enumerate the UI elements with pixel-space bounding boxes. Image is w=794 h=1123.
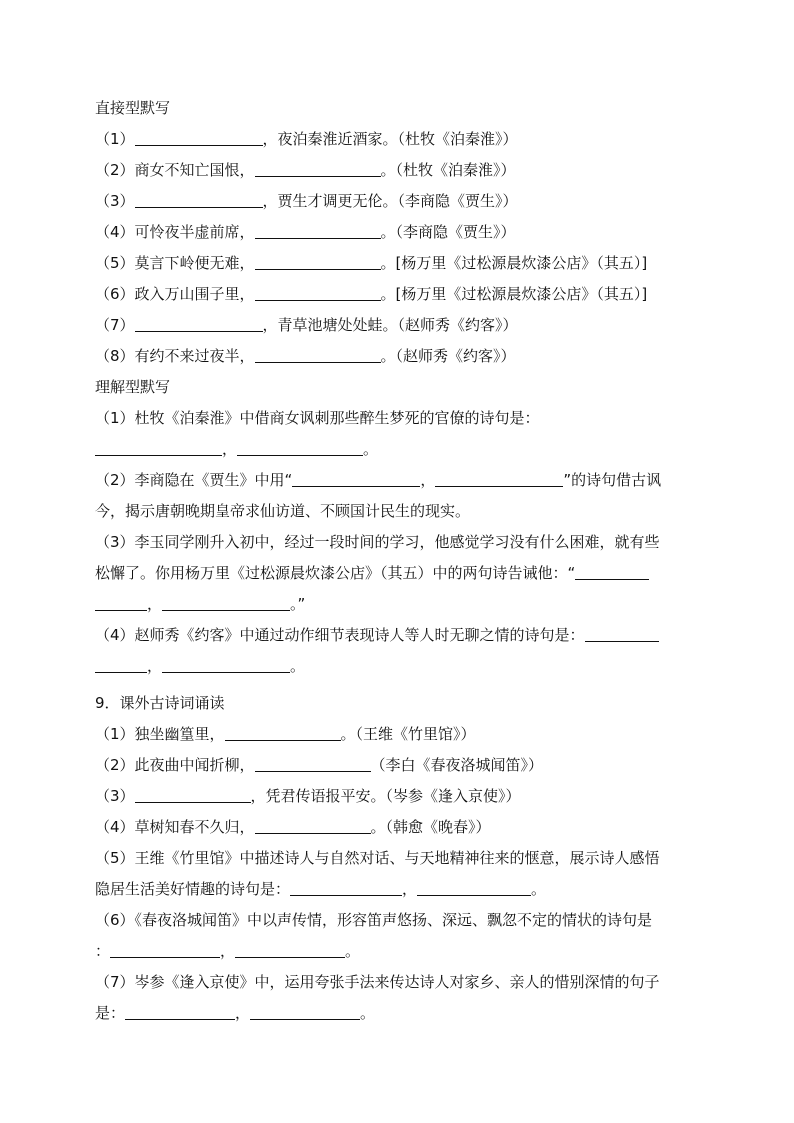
section-title-direct: 直接型默写 — [95, 99, 171, 117]
understand-q2-line1: （2）李商隐在《贾生》中用“ ， ”的诗句借古讽 — [95, 471, 662, 489]
extra-item-2: （2）此夜曲中闻折柳， （李白《春夜洛城闻笛》） — [95, 756, 544, 774]
direct-item-6: （6）政入万山围子里， 。[杨万里《过松源晨炊漆公店》（其五）] — [95, 285, 648, 303]
blank-field[interactable] — [585, 626, 659, 642]
blank-field[interactable] — [255, 285, 381, 301]
understand-q2-line2: 今，揭示唐朝晚期皇帝求仙访道、不顾国计民生的现实。 — [95, 502, 471, 520]
direct-item-8: （8）有约不来过夜半， 。（赵师秀《约客》） — [95, 347, 516, 365]
blank-field[interactable] — [135, 787, 251, 803]
blank-field[interactable] — [125, 1004, 235, 1020]
understand-q3-line1: （3）李玉同学刚升入初中，经过一段时间的学习，他感觉学习没有什么困难，就有些 — [95, 533, 660, 551]
direct-item-7: （7） ，青草池塘处处蛙。（赵师秀《约客》） — [95, 316, 518, 334]
blank-field[interactable] — [135, 192, 263, 208]
blank-field[interactable] — [135, 130, 263, 146]
extra-item-3: （3） ，凭君传语报平安。（岑参《逢入京使》） — [95, 787, 521, 805]
extra-q6-line2: ： ， 。 — [95, 942, 361, 960]
understand-q4-line1: （4）赵师秀《约客》中通过动作细节表现诗人等人时无聊之情的诗句是： — [95, 620, 701, 651]
extra-q7-line2: 是： ， 。 — [95, 1004, 376, 1022]
blank-field[interactable] — [255, 254, 381, 270]
blank-field[interactable] — [292, 471, 420, 487]
blank-field[interactable] — [255, 818, 371, 834]
blank-field[interactable] — [110, 942, 220, 958]
worksheet — [95, 93, 701, 1029]
extra-item-1: （1）独坐幽篁里， 。（王维《竹里馆》） — [95, 725, 476, 743]
blank-field[interactable] — [95, 440, 222, 456]
extra-item-4: （4）草树知春不久归， 。（韩愈《晚春》） — [95, 818, 491, 836]
blank-field[interactable] — [237, 440, 363, 456]
blank-field[interactable] — [255, 347, 381, 363]
blank-field[interactable] — [162, 657, 290, 673]
understand-q3-line2: 松懈了。你用杨万里《过松源晨炊漆公店》（其五）中的两句诗告诫他：“ — [95, 558, 701, 589]
blank-field[interactable] — [575, 564, 649, 580]
direct-item-1: （1） ，夜泊秦淮近酒家。（杜牧《泊秦淮》） — [95, 130, 518, 148]
blank-field[interactable] — [435, 471, 563, 487]
section-title-extra: 9．课外古诗词诵读 — [95, 694, 225, 712]
blank-field-continued[interactable] — [95, 595, 147, 611]
direct-item-5: （5）莫言下岭便无难， 。[杨万里《过松源晨炊漆公店》（其五）] — [95, 254, 648, 272]
understand-q3-line3: ， 。” — [95, 589, 701, 620]
blank-field[interactable] — [255, 756, 371, 772]
extra-q5-line2: 隐居生活美好情趣的诗句是： ， 。 — [95, 880, 547, 898]
extra-q7-line1: （7）岑参《逢入京使》中，运用夸张手法来传达诗人对家乡、亲人的惜别深情的句子 — [95, 973, 660, 991]
blank-field-continued[interactable] — [95, 657, 147, 673]
blank-field[interactable] — [290, 880, 402, 896]
extra-q6-line1: （6）《春夜洛城闻笛》中以声传情，形容笛声悠扬、深远、飘忽不定的情状的诗句是 — [95, 911, 653, 929]
understand-q1-answer: ， 。 — [95, 434, 701, 465]
extra-q5-line1: （5）王维《竹里馆》中描述诗人与自然对话、与天地精神往来的惬意，展示诗人感悟 — [95, 849, 660, 867]
understand-q1-text: （1）杜牧《泊秦淮》中借商女讽刺那些醉生梦死的官僚的诗句是： — [95, 409, 540, 427]
direct-item-4: （4）可怜夜半虚前席， 。（李商隐《贾生》） — [95, 223, 516, 241]
understand-q4-line2: ， 。 — [95, 651, 701, 682]
blank-field[interactable] — [235, 942, 345, 958]
blank-field[interactable] — [135, 316, 263, 332]
direct-item-2: （2）商女不知亡国恨， 。（杜牧《泊秦淮》） — [95, 161, 516, 179]
blank-field[interactable] — [250, 1004, 360, 1020]
blank-field[interactable] — [225, 725, 341, 741]
blank-field[interactable] — [162, 595, 290, 611]
blank-field[interactable] — [255, 223, 381, 239]
section-title-understand: 理解型默写 — [95, 378, 171, 396]
direct-item-3: （3） ，贾生才调更无伦。（李商隐《贾生》） — [95, 192, 518, 210]
blank-field[interactable] — [255, 161, 381, 177]
blank-field[interactable] — [417, 880, 531, 896]
